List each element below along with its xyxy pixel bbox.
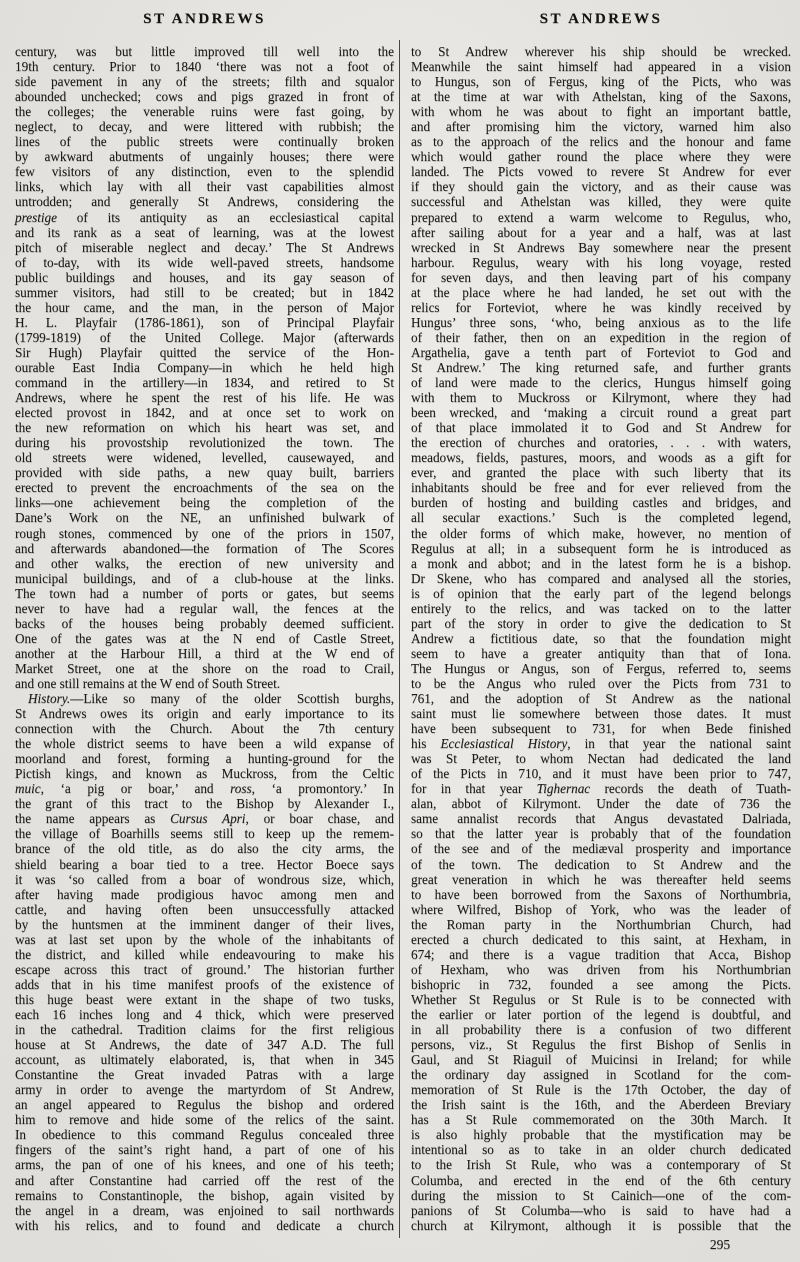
text-line: Pictish kings, and known as Muckross, from the Celtic [15, 766, 394, 782]
text-line: old streets were widened, levelled, causewayed, and [15, 450, 394, 466]
text-line: command in the artillery—in 1834, and retired to St [15, 375, 394, 391]
text-line: by awkward abutments of ungainly houses; there were [15, 149, 394, 165]
text-line: an angel appeared to Regulus the bishop and ordered [15, 1097, 394, 1113]
text-line: a monk and abbot; and in the latest form he is a bishop. [411, 555, 791, 571]
text-line: with whom he was about to fight an important battle, [411, 104, 791, 120]
text-line: at the place where he had landed, he set out with the [411, 284, 791, 300]
text-line: with them to Muckross or Kilrymont, where they had [411, 390, 791, 406]
text-line: elected provost in 1842, and at once set to work on [15, 405, 394, 421]
text-line: the erection of churches and oratories, . . . with waters, [411, 435, 791, 451]
text-line: of to-day, with its wide well-paved streets, handsome [15, 254, 394, 270]
text-line: arms, the pan of one of his knees, and one of his teeth; [15, 1157, 394, 1173]
text-line: has a St Rule commemorated on the 30th March. It [411, 1112, 791, 1128]
text-line: Dr Skene, who has compared and analysed all the stories, [411, 570, 791, 586]
text-line: the Roman party in the Northumbrian Church, had [411, 916, 791, 932]
text-line: ever, and granted the place with such liberty that its [411, 465, 791, 481]
page-number: 295 [709, 1237, 731, 1252]
text-line: municipal buildings, and of a club-house at the links. [15, 570, 394, 586]
text-line: never to have had a regular wall, the fences at the [15, 600, 394, 616]
text-line: Whether St Regulus or St Rule is to be connected with [411, 991, 791, 1007]
text-line: of land were made to the clerics, Hungus himself going [411, 375, 791, 391]
text-line: harbour. Regulus, weary with his long voyage, rested [411, 254, 791, 270]
text-line: summer visitors, had still to be created; but in 1842 [15, 284, 394, 300]
text-line: 761, and the adoption of St Andrew as the national [411, 691, 791, 707]
text-line: (1799-1819) of the United College. Major (afterwards [15, 329, 394, 345]
text-line: and its rank as a seat of learning, was at the lowest [15, 224, 394, 240]
text-line: fingers of the saint’s right hand, a part of one of his [15, 1142, 394, 1158]
text-line: seem to have a greater antiquity than that of Iona. [411, 645, 791, 661]
text-line: of their father, then on an expedition in the region of [411, 329, 791, 345]
text-line: so that the latter year is probably that of the foundation [411, 826, 791, 842]
text-line: for seven days, and then leaving part of his company [411, 269, 791, 285]
text-line: inhabitants should be free and for ever relieved from the [411, 480, 791, 496]
text-line: bishopric in 732, founded a see among the Picts. [411, 976, 791, 992]
text-line: to the Irish St Rule, who was a contemporary of St [411, 1157, 791, 1173]
text-line: him to remove and hide some of the relics of the saint. [15, 1112, 394, 1128]
text-line: the new reformation on which his heart was set, and [15, 420, 394, 436]
text-line: Columba, and erected in the end of the 6th century [411, 1172, 791, 1188]
text-line: is also highly probable that the mystification may be [411, 1127, 791, 1143]
text-line: for in that year Tighernac records the death of Tuath- [411, 781, 791, 797]
text-line: pitch of miserable neglect and decay.’ The St Andrews [15, 239, 394, 255]
text-line: public buildings and houses, and its gay season of [15, 269, 394, 285]
text-line: of that place immolated it to God and St Andrew for [411, 420, 791, 436]
text-line: the grant of this tract to the Bishop by Alexander I., [15, 796, 394, 812]
running-head-right: ST ANDREWS [539, 11, 663, 27]
text-line: erected to prevent the encroachments of the sea on the [15, 480, 394, 496]
text-line: is of opinion that the early part of the legend belongs [411, 585, 791, 601]
text-line: after sailing about for a year and a half, was at last [411, 224, 791, 240]
running-head-left: ST ANDREWS [143, 11, 266, 27]
text-line: account, as ultimately elaborated, is, that when in 345 [15, 1052, 394, 1068]
text-line: his Ecclesiastical History, in that year the national saint [411, 736, 791, 752]
text-line: and after promising him the victory, warned him also [411, 119, 791, 135]
text-line: at the time at war with Athelstan, king of the Saxons, [411, 89, 791, 105]
text-line: was St Peter, to whom Nectan had dedicated the land [411, 751, 791, 767]
text-line: the whole district seems to have been a wild expanse of [15, 736, 394, 752]
text-line: meadows, fields, pastures, moors, and woods as a gift for [411, 450, 791, 466]
text-line: escape across this tract of ground.’ The historian further [15, 961, 394, 977]
text-line: this huge beast were extant in the shape of two tusks, [15, 991, 394, 1007]
text-line: which would gather round the place where they were [411, 149, 791, 165]
text-line: moorland and forest, forming a hunting-ground for the [15, 751, 394, 767]
text-line: to be the Angus who ruled over the Picts from 731 to [411, 675, 791, 691]
text-line: by the huntsmen at the imminent danger of their lives, [15, 916, 394, 932]
text-line: In obedience to this command Regulus concealed three [15, 1127, 394, 1143]
text-line: to Hungus, son of Fergus, king of the Picts, who was [411, 74, 791, 90]
text-line: abounded unchecked; cows and pigs grazed in front of [15, 89, 394, 105]
text-line: of Hexham, who was driven from his Northumbrian [411, 961, 791, 977]
text-line: the earlier or later portion of the legend is doubtful, and [411, 1007, 791, 1022]
text-line: as to the approach of the relics and the honour and fame [411, 134, 791, 150]
text-line: saint must lie somewhere between those dates. It must [411, 706, 791, 722]
text-line: brance of the old title, as do also the city arms, the [15, 841, 394, 857]
text-line: Regulus at all; in a subsequent form he is introduced as [411, 540, 791, 556]
text-line: army in order to avenge the martyrdom of St Andrew, [15, 1082, 394, 1098]
text-line: prepared to extend a warm welcome to Regulus, who, [411, 209, 791, 225]
text-line: house at St Andrews, the date of 347 A.D. The full [15, 1037, 394, 1053]
text-line: and after Constantine had carried off the rest of the [15, 1172, 394, 1188]
text-line: panions of St Columba—who is said to have had a [411, 1202, 791, 1218]
text-line: to St Andrew wherever his ship should be wrecked. [411, 44, 791, 59]
text-line: alan, abbot of Kilrymont. Under the date of 736 the [411, 796, 791, 812]
text-line: of the Picts in 710, and it must have been prior to 747, [411, 766, 791, 782]
right-text-column [411, 44, 791, 1233]
text-line: remains to Constantinople, the bishop, again visited by [15, 1187, 394, 1203]
text-line: been wrecked, and ‘making a circuit round a great part [411, 405, 791, 421]
text-line: Gaul, and St Riaguil of Muicinsi in Ireland; for while [411, 1052, 791, 1068]
text-line: links, which lay with all their vast capabilities almost [15, 179, 394, 195]
text-line: H. L. Playfair (1786-1861), son of Principal Playfair [15, 314, 394, 330]
text-line: successful and Athelstan was killed, they were quite [411, 194, 791, 210]
text-line: where Wilfred, Bishop of York, who was the leader of [411, 901, 791, 917]
text-line: rough stones, commenced by one of the priors in 1507, [15, 525, 394, 541]
text-line: Dane’s Work on the NE, an unfinished bulwark of [15, 510, 394, 526]
text-line: Hungus’ three sons, ‘who, being anxious as to the life [411, 314, 791, 330]
column-divider-rule [399, 40, 400, 1238]
text-line: the older forms of which make, however, no mention of [411, 525, 791, 541]
text-line: lines of the public streets were continually broken [15, 134, 394, 150]
text-line: shield bearing a boar tied to a tree. Hector Boece says [15, 856, 394, 872]
text-line: The Hungus or Angus, son of Fergus, referred to, seems [411, 660, 791, 676]
text-line: muic, ‘a pig or boar,’ and ross, ‘a promontory.’ In [15, 781, 394, 797]
text-line: each 16 inches long and 4 thick, which were preserved [15, 1007, 394, 1022]
text-line: have been subsequent to 731, for when Bede finished [411, 721, 791, 737]
text-line: intentional so as to take in an older church dedicated [411, 1142, 791, 1158]
text-line: side pavement in any of the streets; filth and squalor [15, 74, 394, 90]
text-line: St Andrews owes its origin and early importance to its [15, 706, 394, 722]
text-line: if they should gain the victory, and as their cause was [411, 179, 791, 195]
text-line: same annalist records that Angus devastated Dalriada, [411, 811, 791, 827]
text-line: during his provostship revolutionized the town. The [15, 435, 394, 451]
text-line: adds that in his time manifest proofs of the existence of [15, 976, 394, 992]
text-line: neglect, to decay, and were littered with rubbish; the [15, 119, 394, 135]
text-line: and one still remains at the W end of South Street. [15, 675, 281, 691]
text-line: and afterwards abandoned—the formation of The Scores [15, 540, 394, 556]
text-line: during the mission to St Cainich—one of the com- [411, 1187, 791, 1203]
text-line: the name appears as Cursus Apri, or boar chase, and [15, 811, 394, 827]
left-text-column [15, 44, 394, 1233]
text-line: church at Kilrymont, although it is possible that the [411, 1217, 791, 1233]
text-line: all secular exactions.’ Such is the completed legend, [411, 510, 791, 526]
text-line: the colleges; the venerable ruins were fast going, by [15, 104, 394, 120]
text-line: the district, and killed while endeavouring to make his [15, 946, 394, 962]
text-line: 674; and there is a vague tradition that Acca, Bishop [411, 946, 791, 962]
text-line: part of the story in order to give the dedication to St [411, 615, 791, 631]
text-line: prestige of its antiquity as an ecclesiastical capital [15, 209, 394, 225]
text-line: it was ‘so called from a boar of wondrous size, which, [15, 871, 394, 887]
text-line: few visitors of any distinction, even to the splendid [15, 164, 394, 180]
text-line: after having made prodigious havoc among men and [15, 886, 394, 902]
text-line: of the town. The dedication to St Andrew and the [411, 856, 791, 872]
text-line: One of the gates was at the N end of Castle Street, [15, 630, 394, 646]
text-line: Market Street, one at the shore on the road to Crail, [15, 660, 394, 676]
text-line: great veneration in which he was thereafter held seems [411, 871, 791, 887]
text-line: to have been borrowed from the Saxons of Northumbria, [411, 886, 791, 902]
text-line: memoration of St Rule is the 17th October, the day of [411, 1082, 791, 1098]
text-line: St Andrew.’ The king returned safe, and further grants [411, 359, 791, 375]
text-line: and other walks, the erection of new university and [15, 555, 394, 571]
text-line: untrodden; and generally St Andrews, considering the [15, 194, 394, 210]
text-line: Argathelia, gave a tenth part of Forteviot to God and [411, 344, 791, 360]
text-line: cattle, and having often been unsuccessfully attacked [15, 901, 394, 917]
text-line: the village of Boarhills seems still to keep up the remem- [15, 826, 394, 842]
text-line: backs of the houses being probably deemed sufficient. [15, 615, 394, 631]
text-line: links—one achievement being the completion of the [15, 495, 394, 511]
text-line: Meanwhile the saint himself had appeared in a vision [411, 59, 791, 75]
text-line: the ordinary day assigned in Scotland for the com- [411, 1067, 791, 1083]
text-line: with his relics, and to found and dedicate a church [15, 1217, 394, 1233]
text-line: was at last set upon by the whole of the inhabitants of [15, 931, 394, 947]
text-line: century, was but little improved till well into the [15, 44, 394, 59]
text-line: Andrew a fictitious date, so that the foundation might [411, 630, 791, 646]
text-line: Constantine the Great invaded Patras with a large [15, 1067, 394, 1083]
text-line: The town had a number of ports or gates, but seems [15, 585, 394, 601]
text-line: the angel in a dream, was enjoined to sail northwards [15, 1202, 394, 1218]
text-line: the Irish saint is the 16th, and the Aberdeen Breviary [411, 1097, 791, 1113]
text-line: Andrews, where he spent the rest of his life. He was [15, 390, 394, 406]
text-line: wrecked in St Andrews Bay somewhere near the present [411, 239, 791, 255]
text-line: the hour came, and the man, in the person of Major [15, 299, 394, 315]
text-line: burden of hosting and building castles and bridges, and [411, 495, 791, 511]
text-line: in the cathedral. Tradition claims for the first religious [15, 1022, 394, 1038]
text-line: provided with side paths, a new quay built, barriers [15, 465, 394, 481]
text-line: History.—Like so many of the older Scottish burghs, [28, 691, 394, 707]
text-line: Sir Hugh) Playfair quitted the service of the Hon- [15, 344, 394, 360]
text-line: landed. The Picts vowed to revere St Andrew for ever [411, 164, 791, 180]
text-line: entirely to the relics, and was tacked on to the latter [411, 600, 791, 616]
text-line: another at the Harbour Hill, a third at the W end of [15, 645, 394, 661]
text-line: of the see and of the mediæval prosperity and importance [411, 841, 791, 857]
text-line: relics for Forteviot, where he was kindly received by [411, 299, 791, 315]
text-line: erected a church dedicated to this saint, at Hexham, in [411, 931, 791, 947]
text-line: ourable East India Company—in which he held high [15, 359, 394, 375]
text-line: persons, viz., St Regulus the first Bishop of Senlis in [411, 1037, 791, 1053]
text-line: connection with the Church. About the 7th century [15, 721, 394, 737]
text-line: 19th century. Prior to 1840 ‘there was not a foot of [15, 59, 394, 75]
text-line: in all probability there is a confusion of two different [411, 1022, 791, 1038]
